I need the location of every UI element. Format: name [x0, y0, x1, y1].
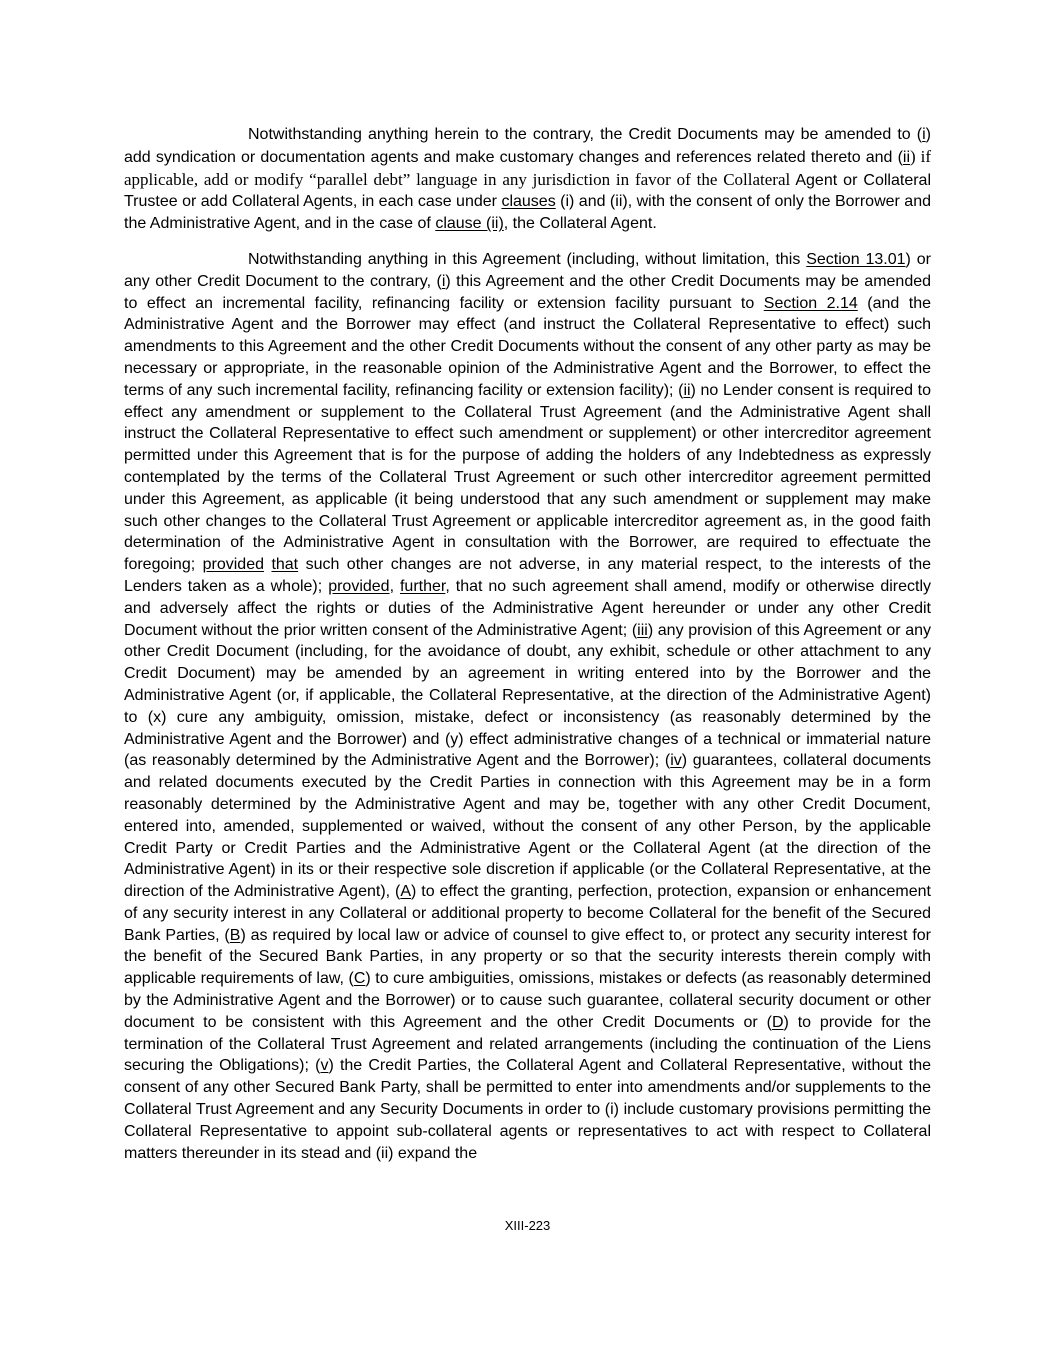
clause-ref-iv: iv [670, 752, 682, 770]
document-page [124, 124, 931, 1164]
further-term: further [399, 577, 446, 595]
clause-ref-iii: iii [637, 621, 648, 639]
text-run: ) to provide for the termination of the Collateral Trust Agreement and related arrangements (including the continuation of the Liens securing the Obligations); ( [124, 1013, 932, 1075]
clause-ref-i: i [441, 272, 446, 290]
text-run: , [389, 577, 400, 595]
text-run: ) any provision of this Agreement or any other Credit Document (including, for the avoidance of doubt, any exhibit, schedule or other attachment to any Credit Document) may be amended by an agreement in writing entered into by the Borrower and the Administrative Agent (or, if applicable, the Collateral Representative, at the direction of the Administrative Agent) to (x) cure any ambiguity, omission, mistake, defect or inconsistency (as reasonably determined by the Administrative Agent and the Borrower) and (y) effect administrative changes of a technical or immaterial nature (as reasonably determined by the Administrative Agent and the Borrower); ( [124, 621, 931, 770]
clause-ref-c: C [353, 970, 366, 988]
paragraph-credit-documents-amendment [124, 124, 931, 235]
clause-ref-d: D [771, 1013, 784, 1031]
clause-ref-ii: ii [683, 381, 691, 399]
provided-term: provided [328, 577, 390, 595]
text-run: ) guarantees, collateral documents and related documents executed by the Credit Parties in connection with this Agreement may be in a form reasonably determined by the Administrative Agent and may be, together with any other Credit Document, entered into, amended, supplemented or waived, without the consent of any other Person, by the applicable Credit Party or Credit Parties and the Administrative Agent or the Collateral Agent (at the direction of the Administrative Agent) in its or their respective sole discretion if applicable (or the Collateral Representative, at the direction of the Administrative Agent), ( [124, 752, 932, 901]
clause-ref-v: v [320, 1057, 329, 1075]
section-13-01-ref: Section 13.01 [806, 250, 906, 268]
text-run: Notwithstanding anything herein to the contrary, the Credit Documents may be amended to ( [248, 126, 923, 143]
text-run: Agent or Collateral Trustee or add Collateral Agents, in each case under [124, 171, 931, 211]
text-run: ) no Lender consent is required to effect any amendment or supplement to the Collateral Trust Agreement (and the Administrative Agent shall instruct the Collateral Representative to effect such amendment or supplement) or other intercreditor agreement permitted under this Agreement that is for the purpose of adding the holders of any Indebtedness as expressly contemplated by the terms of the Collateral Trust Agreement or such other intercreditor agreement permitted under this Agreement, as applicable (it being understood that any such amendment or supplement may make such other changes to the Collateral Trust Agreement or applicable intercreditor agreement as, in the good faith determination of the Administrative Agent in consultation with the Borrower, are required to effectuate the foregoing; [124, 381, 931, 574]
clause-ii-ref: clause (ii) [435, 215, 504, 233]
text-run: ) to effect the granting, perfection, protection, expansion or enhancement of any security interest in any Collateral or additional property to become Collateral for the benefit of the Secured Bank Parties, ( [124, 883, 931, 944]
text-run: Notwithstanding anything in this Agreement (including, without limitation, this [248, 250, 807, 268]
text-run: ) add syndication or documentation agents and make customary changes and references related thereto and ( [124, 126, 931, 166]
text-run: , the Collateral Agent. [503, 215, 657, 233]
clauses-ref: clauses [501, 193, 556, 211]
text-run: ) or any other Credit Document to the contrary, ( [124, 250, 931, 290]
clause-ref-ii: ii [902, 148, 911, 166]
provided-term: provided [202, 556, 264, 574]
text-run: ) to cure ambiguities, omissions, mistakes or defects (as reasonably determined by the Administrative Agent and the Borrower) or to cause such guarantee, collateral security document or other document to be consistent with this Agreement and the other Credit Documents or ( [124, 970, 932, 1031]
text-run: ) this Agreement and the other Credit Documents may be amended to effect an incremental facility, refinancing facility or extension facility pursuant to [124, 272, 932, 312]
that-term: that [271, 556, 299, 574]
clause-ref-i: i [922, 126, 926, 143]
section-2-14-ref: Section 2.14 [763, 294, 858, 312]
paragraph-incremental-facility-amendment [124, 249, 931, 1164]
text-run: ) as required by local law or advice of counsel to give effect to, or protect any security interest for the benefit of the Secured Bank Parties, in any property or so that the security interests therein comply with applicable requirements of law, ( [124, 926, 932, 988]
clause-ref-b: B [229, 926, 241, 944]
page-number: XIII-223 [504, 1218, 551, 1233]
text-run: (and the Administrative Agent and the Borrower may effect (and instruct the Collateral Representative to effect) such amendments to this Agreement and the other Credit Documents without the consent of any other party as may be necessary or appropriate, in the reasonable opinion of the Administrative Agent and the Borrower, to effect the terms of any such incremental facility, refinancing facility or extension facility); ( [124, 294, 932, 399]
text-run: such other changes are not adverse, in any material respect, to the interests of the Lenders taken as a whole); [124, 556, 931, 595]
text-run: (i) and (ii), with the consent of only the Borrower and the Administrative Agent, and in the case of [124, 193, 932, 233]
clause-ref-a: A [400, 883, 412, 901]
text-run: ) the Credit Parties, the Collateral Agent and Collateral Representative, without the consent of any other Secured Bank Party, shall be permitted to enter into amendments and/or supplements to the Collateral Trust Agreement and any Security Documents in order to (i) include customary provisions permitting the Collateral Representative to appoint sub-collateral agents or representatives to act with respect to Collateral matters thereunder in its stead and (ii) expand the [124, 1057, 932, 1162]
text-run-serif: ) if applicable, add or modify “parallel debt” language in any jurisdiction in favor of the Collateral [124, 146, 932, 189]
text-run: , that no such agreement shall amend, modify or otherwise directly and adversely affect the rights or duties of the Administrative Agent hereunder or under any other Credit Document without the prior written consent of the Administrative Agent; ( [124, 577, 932, 639]
